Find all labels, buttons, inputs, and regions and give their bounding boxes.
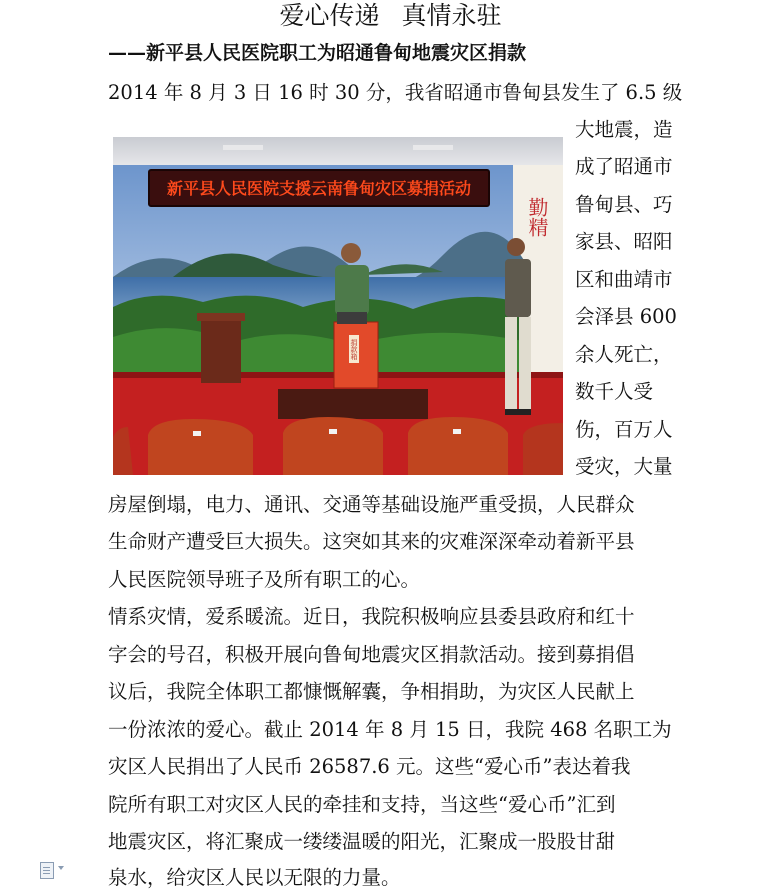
body-line: 灾区人民捐出了人民币 26587.6 元。这些“爱心币”表达着我 [108,755,631,778]
body-line: 人民医院领导班子及所有职工的心。 [108,568,421,591]
wrap-line: 余人死亡， [575,343,673,366]
paragraph-first-line: 2014 年 8 月 3 日 16 时 30 分，我省昭通市鲁甸县发生了 6.5 级 [108,81,683,104]
donation-box-text: 捐款箱 [350,339,358,360]
title-part-2: 真情永驻 [401,1,502,30]
body-line: 房屋倒塌，电力、通讯、交通等基础设施严重受损，人民群众 [108,493,635,516]
wrap-line: 受灾，大量 [575,455,673,478]
body-line: 情系灾情，爱系暖流。近日，我院积极响应县委县政府和红十 [108,605,635,628]
document-icon[interactable] [40,862,54,879]
body-line: 地震灾区，将汇聚成一缕缕温暖的阳光，汇聚成一股股甘甜 [108,830,616,853]
wrap-line: 数千人受 [575,380,654,403]
body-line: 一份浓浓的爱心。截止 2014 年 8 月 15 日，我院 468 名职工为 [108,718,672,741]
wrap-line: 鲁甸县、巧 [575,193,673,216]
chevron-down-icon[interactable] [58,866,64,870]
body-line: 生命财产遭受巨大损失。这突如其来的灾难深深牵动着新平县 [108,530,635,553]
wrap-line: 区和曲靖市 [575,268,673,291]
body-line: 泉水，给灾区人民以无限的力量。 [108,866,401,889]
banner-text: 新平县人民医院支援云南鲁甸灾区募捐活动 [166,179,472,198]
title-part-1: 爱心传递 [279,1,380,30]
wrap-line: 成了昭通市 [575,155,673,178]
donation-event-photo [113,137,563,475]
body-line: 议后，我院全体职工都慷慨解囊，争相捐助，为灾区人民献上 [108,680,635,703]
document-subtitle: ——新平县人民医院职工为昭通鲁甸地震灾区捐款 [108,42,527,64]
wrap-line: 伤，百万人 [575,418,673,441]
body-line: 字会的号召，积极开展向鲁甸地震灾区捐款活动。接到募捐倡 [108,643,635,666]
calligraphy-text: 勤精 [525,197,549,237]
body-line: 院所有职工对灾区人民的牵挂和支持，当这些“爱心币”汇到 [108,793,616,816]
wrap-line: 会泽县 600 [575,305,677,328]
wrap-line: 大地震，造 [575,118,673,141]
wrap-line: 家县、昭阳 [575,230,673,253]
document-title [0,0,781,34]
